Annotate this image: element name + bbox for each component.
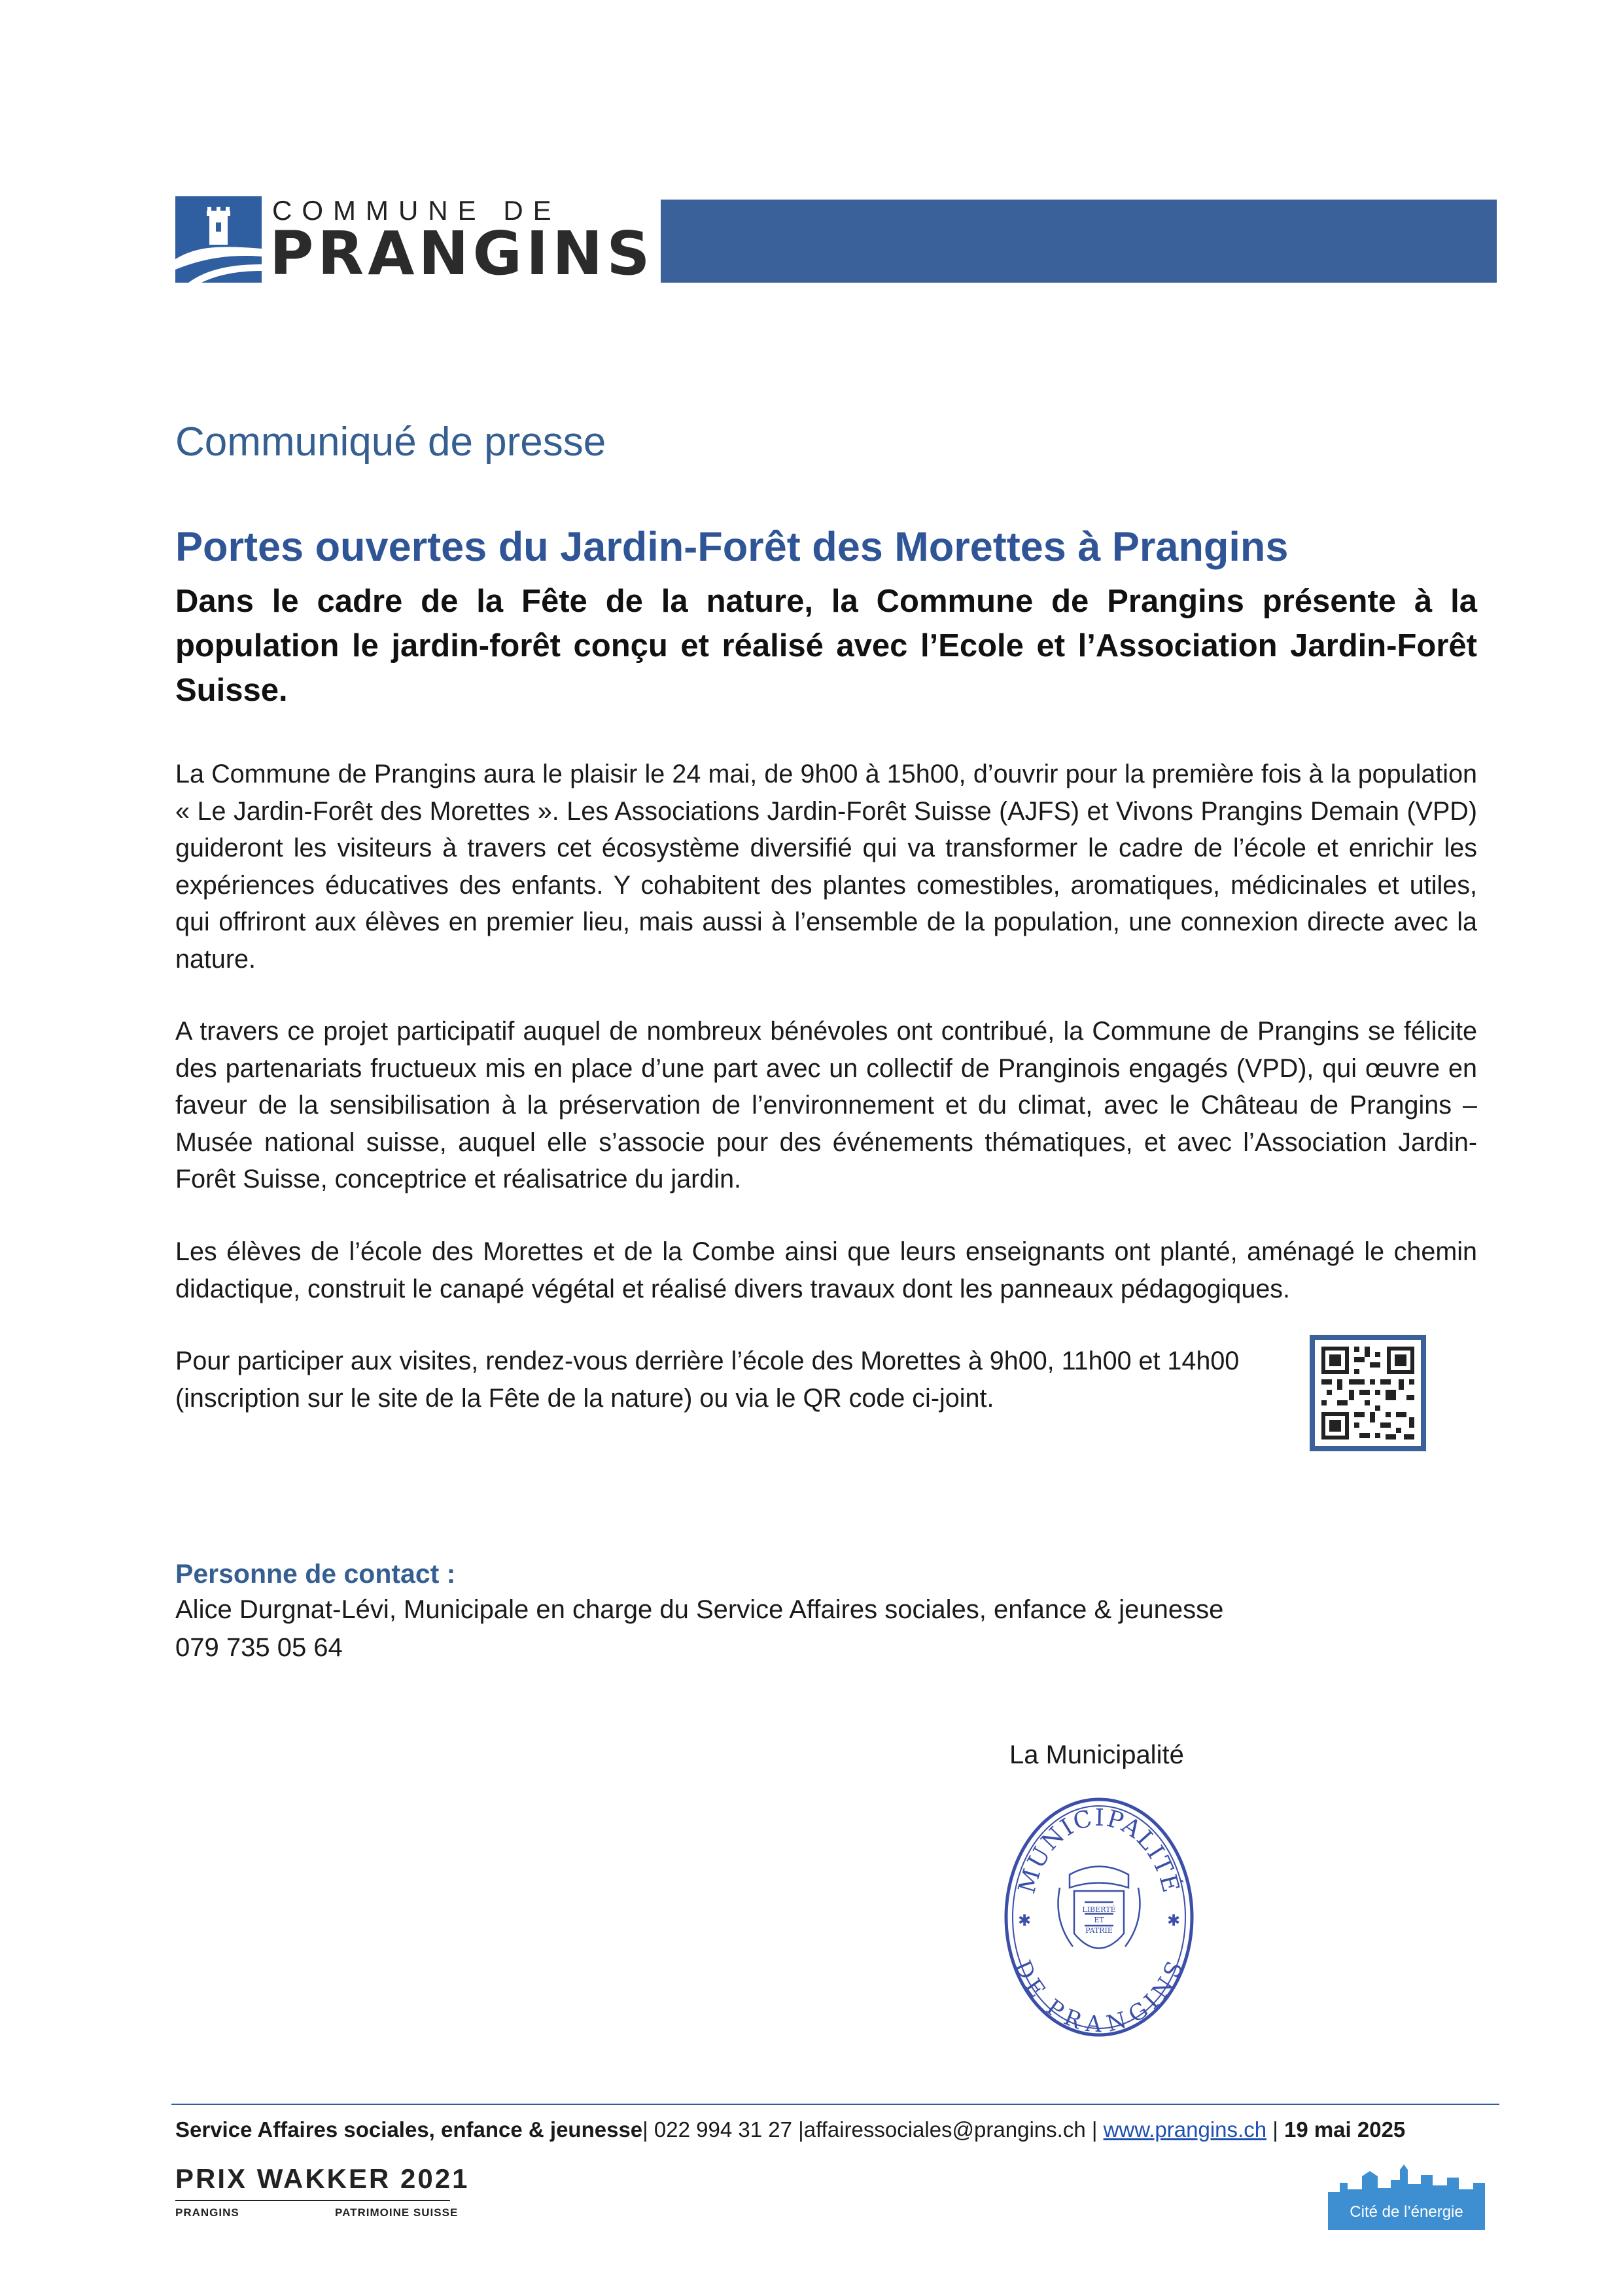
wakker-right-label: PATRIMOINE SUISSE [335,2206,459,2219]
qr-code-icon[interactable] [1310,1335,1426,1451]
contact-name: Alice Durgnat-Lévi, Municipale en charge du Service Affaires sociales, enfance & jeunesse [175,1595,1224,1624]
municipality-seal-stamp [1001,1790,1197,2038]
lead-paragraph: Dans le cadre de la Fête de la nature, la Commune de Prangins présente à la population le jardin-forêt conçu et réalisé avec l’Ecole et l’Association Jardin-Forêt Suisse. [175,584,1477,708]
wakker-left-label: PRANGINS [175,2206,239,2219]
footer-service: Service Affaires sociales, enfance & jeunesse [175,2117,643,2142]
svg-text:MUNICIPALITÉ: MUNICIPALITÉ [1013,1804,1185,1897]
footer-contact-line: Service Affaires sociales, enfance & jeunesse| 022 994 31 27 |affairessociales@prangins.ch | www.prangins.ch | 19 mai 2025 [175,2117,1406,2142]
cite-energie-logo [1328,2151,1485,2230]
commune-logo [175,195,654,289]
footer-date: 19 mai 2025 [1283,2117,1406,2142]
signoff: La Municipalité [1009,1740,1184,1769]
svg-text:PATRIE: PATRIE [1085,1926,1113,1935]
svg-text:✱: ✱ [1018,1911,1032,1930]
prangins-emblem-icon [175,196,262,283]
contact-label: Personne de contact : [175,1559,456,1589]
wakker-prize-title: PRIX WAKKER 2021 [175,2163,470,2194]
footer-rule [171,2104,1499,2105]
contact-phone[interactable]: 079 735 05 64 [175,1633,343,1662]
svg-text:LIBERTÉ: LIBERTÉ [1082,1905,1116,1914]
footer-email[interactable]: affairessociales@prangins.ch [803,2117,1086,2142]
cite-energie-label: Cité de l’énergie [1350,2203,1463,2221]
body-paragraph-4: Pour participer aux visites, rendez-vous derrière l’école des Morettes à 9h00, 11h00 et 14h00 (inscription sur le site de la Fête de la nature) ou via le QR code ci-joint. [175,1347,1240,1413]
wakker-rule [175,2200,450,2201]
svg-text:DE PRANGINS: DE PRANGINS [1009,1956,1189,2038]
logo-line2: PRANGINS [270,219,654,289]
document-title: Portes ouvertes du Jardin-Forêt des Morettes à Prangins [175,524,1289,570]
logo-line1: COMMUNE DE [272,195,561,226]
header-bar [661,200,1497,283]
body-paragraph-1: La Commune de Prangins aura le plaisir le 24 mai, de 9h00 à 15h00, d’ouvrir pour la première fois à la population « Le Jardin-Forêt des Morettes ». Les Associations Jardin-Forêt Suisse (AJFS) et Vivons Prangins Demain (VPD) guideront les visiteurs à travers cet écosystème diversifié qui va transformer le cadre de l’école et enrichir les expériences éducatives des enfants. Y cohabitent des plantes comestibles, aromatiques, médicinales et utiles, qui offriront aux élèves en premier lieu, mais aussi à l’ensemble de la population, une connexion directe avec la nature. [175,760,1477,974]
body-paragraph-2: A travers ce projet participatif auquel de nombreux bénévoles ont contribué, la Commune de Prangins se félicite des partenariats fructueux mis en place d’une part avec un collectif de Pranginois engagés (VPD), qui œuvre en faveur de la sensibilisation à la préservation de l’environnement et du climat, avec le Château de Prangins – Musée national suisse, auquel elle s’associe pour des événements thématiques, et avec l’Association Jardin-Forêt Suisse, conceptrice et réalisatrice du jardin. [175,1017,1477,1193]
footer-phone[interactable]: 022 994 31 27 [654,2117,792,2142]
svg-text:✱: ✱ [1167,1911,1181,1930]
body-paragraph-3: Les élèves de l’école des Morettes et de la Combe ainsi que leurs enseignants ont planté, aménagé le chemin didactique, construit le canapé végétal et réalisé divers travaux dont les panneaux pédagogiques. [175,1237,1477,1303]
document-kicker: Communiqué de presse [175,419,606,465]
footer-website-link[interactable]: www.prangins.ch [1103,2117,1267,2142]
svg-text:ET: ET [1094,1916,1104,1924]
